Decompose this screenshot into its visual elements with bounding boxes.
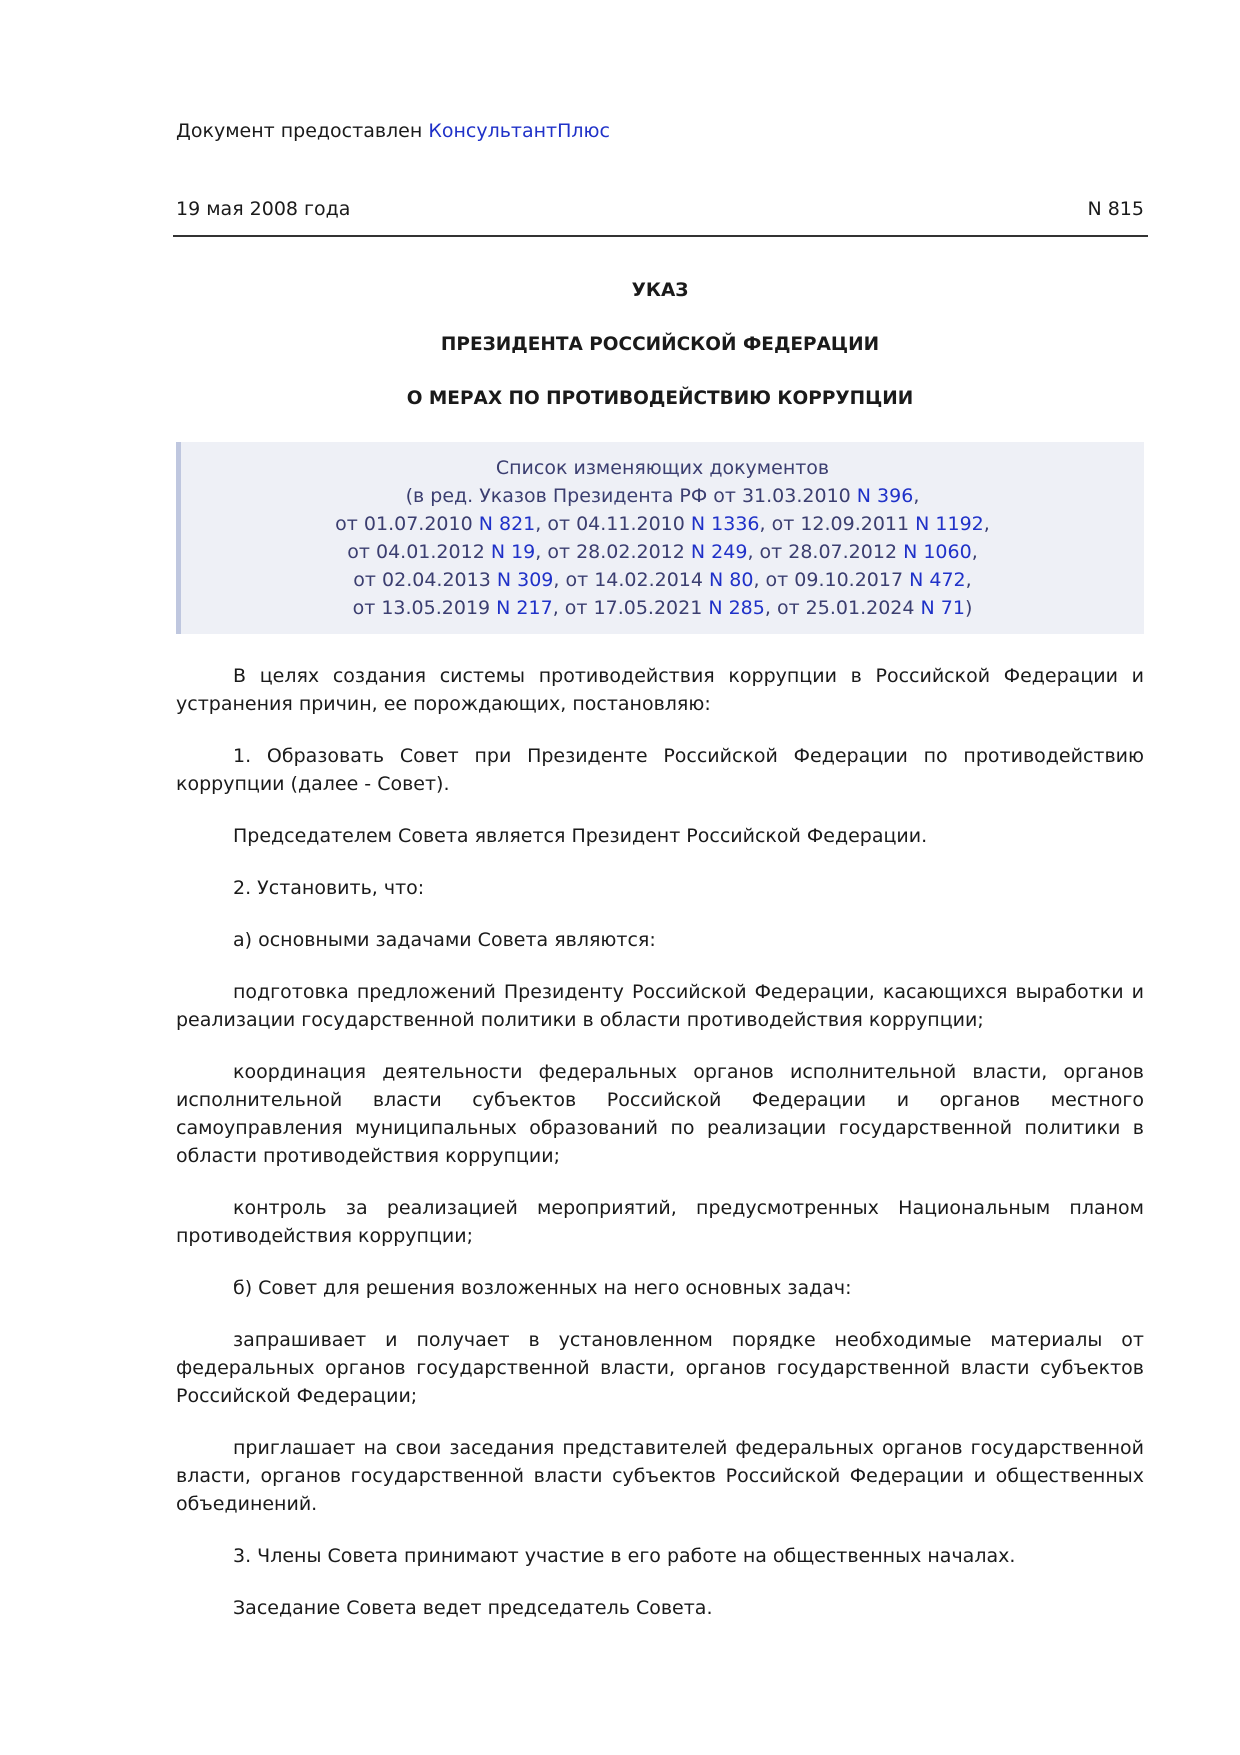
- revision-text: , от 28.07.2012: [747, 541, 904, 563]
- paragraph: 1. Образовать Совет при Президенте Российской Федерации по противодействию коррупции (далее - Совет).: [176, 745, 1144, 795]
- revision-text: (в ред. Указов Президента РФ от 31.03.2010: [405, 485, 857, 507]
- consultant-plus-link[interactable]: КонсультантПлюс: [428, 120, 610, 142]
- revision-text: ,: [983, 513, 990, 535]
- amendment-link[interactable]: N 1192: [915, 513, 984, 535]
- revision-text: , от 17.05.2021: [552, 597, 709, 619]
- revision-text: от 02.04.2013: [353, 569, 497, 591]
- paragraph: а) основными задачами Совета являются:: [233, 929, 656, 951]
- revision-lines: [181, 482, 1144, 622]
- amendment-link[interactable]: N 217: [496, 597, 553, 619]
- title-ukaz: УКАЗ: [631, 280, 689, 301]
- revision-text: , от 04.11.2010: [535, 513, 691, 535]
- revision-text: от 13.05.2019: [352, 597, 497, 619]
- revision-text: , от 09.10.2017: [753, 569, 910, 591]
- amendment-link[interactable]: N 821: [478, 513, 536, 535]
- amendment-link[interactable]: N 80: [709, 569, 754, 591]
- amendment-link[interactable]: N 396: [856, 485, 914, 507]
- revision-text: ,: [913, 485, 920, 507]
- paragraph: запрашивает и получает в установленном порядке необходимые материалы от федеральных органов государственной власти, органов государственной власти субъектов Российской Федерации;: [176, 1329, 1144, 1407]
- revision-text: , от 14.02.2014: [553, 569, 710, 591]
- revision-line: [181, 538, 1144, 566]
- paragraph: координация деятельности федеральных органов исполнительной власти, органов исполнительной власти субъектов Российской Федерации и органов местного самоуправления муниципальных образований по реализации государственной политики в области противодействия коррупции;: [176, 1061, 1144, 1167]
- header-divider: [173, 235, 1148, 237]
- amendment-link[interactable]: N 472: [909, 569, 966, 591]
- revision-text: , от 25.01.2024: [764, 597, 921, 619]
- amendment-link[interactable]: N 19: [490, 541, 536, 563]
- revision-line: [181, 594, 1144, 622]
- title-subject: О МЕРАХ ПО ПРОТИВОДЕЙСТВИЮ КОРРУПЦИИ: [406, 388, 914, 409]
- revision-text: от 01.07.2010: [335, 513, 479, 535]
- amendment-link[interactable]: N 1060: [903, 541, 972, 563]
- revision-text: от 04.01.2012: [347, 541, 491, 563]
- revision-text: , от 28.02.2012: [535, 541, 691, 563]
- paragraph: 2. Установить, что:: [233, 877, 425, 899]
- paragraph: приглашает на свои заседания представителей федеральных органов государственной власти, органов государственной власти субъектов Российской Федерации и общественных объединений.: [176, 1437, 1144, 1515]
- paragraph: В целях создания системы противодействия коррупции в Российской Федерации и устранения причин, ее порождающих, постановляю:: [176, 665, 1144, 715]
- revision-line: [181, 482, 1144, 510]
- revision-line: [181, 566, 1144, 594]
- date-number-line: [176, 196, 1144, 222]
- revision-line: [181, 510, 1144, 538]
- amendment-link[interactable]: N 1336: [690, 513, 760, 535]
- provided-by-line: [176, 118, 610, 144]
- revision-text: , от 12.09.2011: [759, 513, 916, 535]
- paragraph: Заседание Совета ведет председатель Совета.: [233, 1597, 713, 1619]
- revision-text: ,: [971, 541, 978, 563]
- paragraph: б) Совет для решения возложенных на него основных задач:: [233, 1277, 852, 1299]
- amendment-link[interactable]: N 249: [690, 541, 748, 563]
- provided-prefix: Документ предоставлен: [176, 120, 423, 142]
- paragraph: Председателем Совета является Президент Российской Федерации.: [233, 825, 928, 847]
- decree-date: 19 мая 2008 года: [176, 198, 351, 220]
- amendment-link[interactable]: N 285: [708, 597, 765, 619]
- revision-text: ): [964, 597, 973, 619]
- title-president: ПРЕЗИДЕНТА РОССИЙСКОЙ ФЕДЕРАЦИИ: [440, 334, 880, 355]
- amendment-link[interactable]: N 309: [496, 569, 554, 591]
- revision-list-heading: Список изменяющих документов: [495, 457, 830, 479]
- revision-text: ,: [965, 569, 972, 591]
- revision-list-box: [176, 442, 1144, 634]
- amendment-link[interactable]: N 71: [920, 597, 965, 619]
- paragraph: контроль за реализацией мероприятий, предусмотренных Национальным планом противодействия коррупции;: [176, 1197, 1144, 1247]
- paragraph: подготовка предложений Президенту Российской Федерации, касающихся выработки и реализации государственной политики в области противодействия коррупции;: [176, 981, 1144, 1031]
- paragraph: 3. Члены Совета принимают участие в его работе на общественных началах.: [233, 1545, 1016, 1567]
- decree-number: N 815: [1087, 198, 1144, 220]
- decree-body: [176, 662, 1144, 1646]
